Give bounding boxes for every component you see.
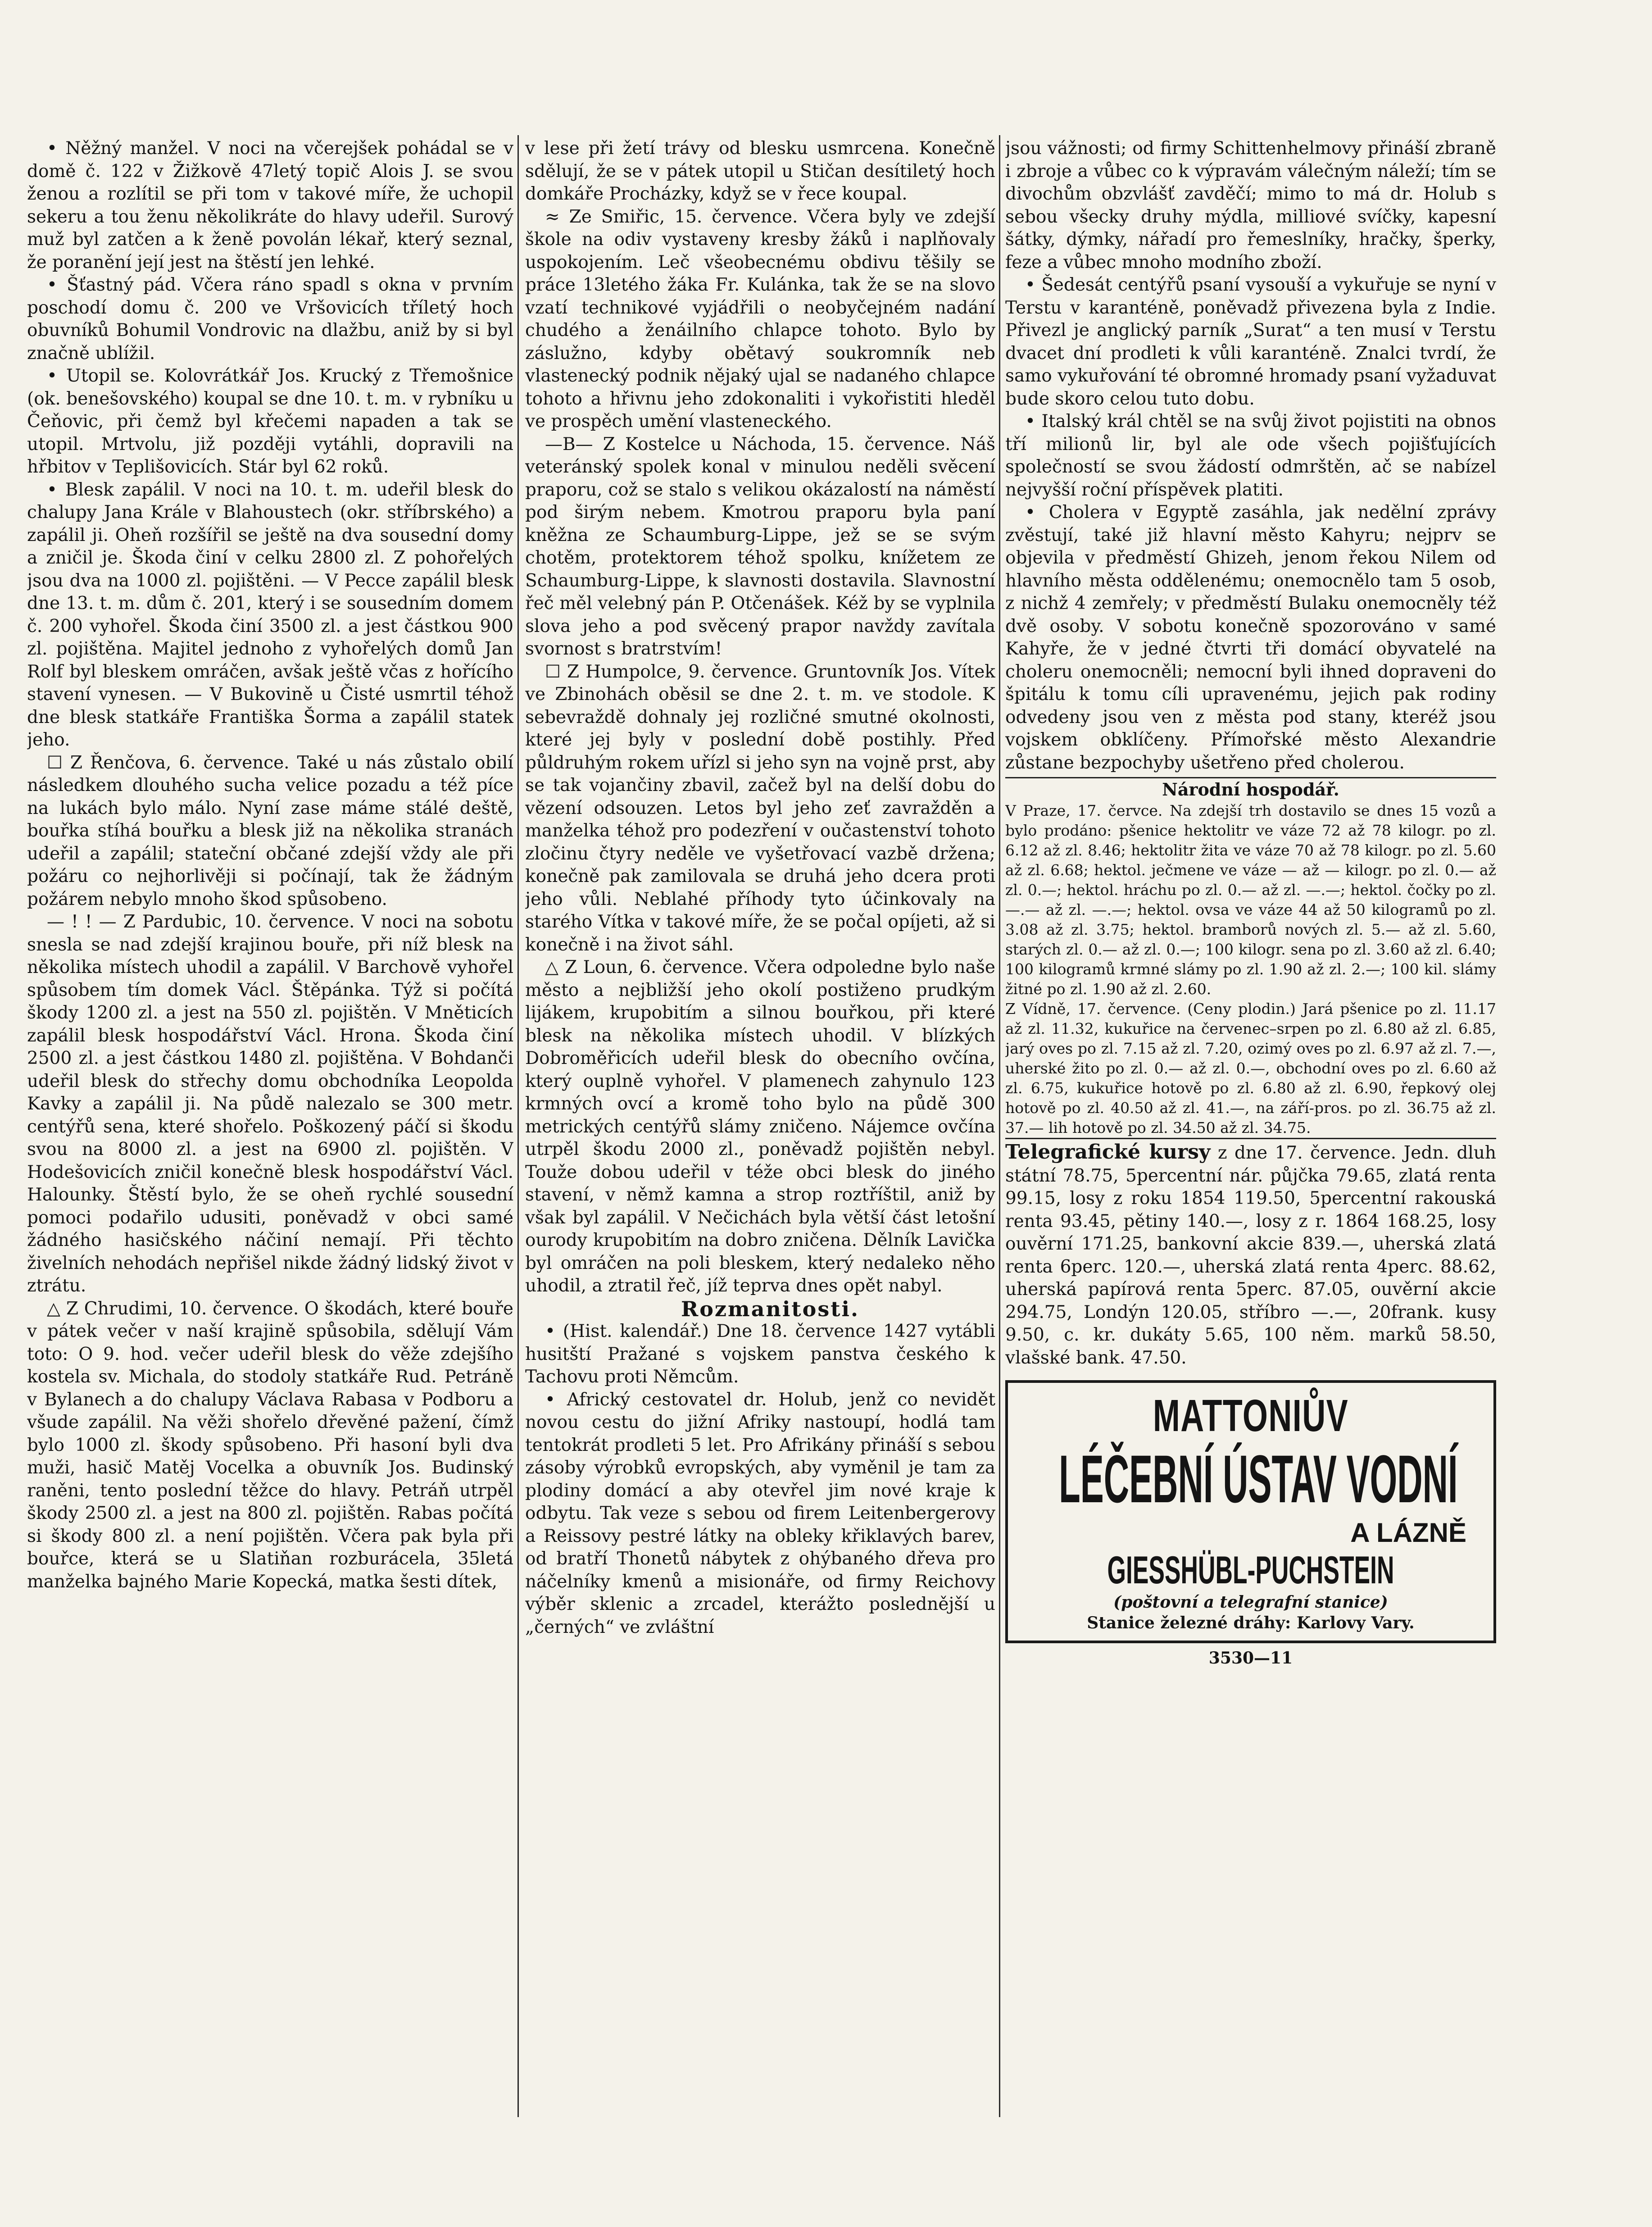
news-item: ≈ Ze Smiřic, 15. července. Včera byly ve zdejší škole na odiv vystaveny kresby žáků i naplňovaly uspokojením. Leč všeobecnému obdivu těšily se práce 13letého žáka Fr. Kulánka, tak že se na slovo vzatí technikové vyjádřili o neobyčejném nadání chudého a ženáilního chlapce tohoto. Bylo by záslužno, kdyby obětavý soukromník neb vlastenecký podnik nějaký ujal se nadaného chlapce tohoto a hřivnu jeho zdokonaliti i vykořistiti hleděl ve prospěch umění vlasteneckého. — [525, 206, 995, 432]
column-rule — [517, 135, 519, 2117]
news-item: △ Z Chrudimi, 10. července. O škodách, které bouře v pátek večer v naší krajině spůsobila, sdělují Vám toto: O 9. hod. večer udeřil blesk do věže zdejšího kostela sv. Michala, do stodoly statkáře Rud. Petráně v Bylanech a do chalupy Václava Rabasa v Podboru a všude zapálil. Na věži shořelo dřevěné pažení, čímž bylo 1000 zl. škody spůsobeno. Při hasoní byli dva muži, hasič Matěj Vocelka a obuvník Jos. Budinský raněni, tento poslední těžce do hlavy. Petráň utrpěl škody 2500 zl. a jest na 800 zl. pojištěn. Rabas počítá si škody 800 zl. a není pojištěn. Včera pak byla při bouřce, která se u Slatiňan rozburácela, 35letá manželka bajného Marie Kopecká, matka šesti dítek, — [27, 1298, 513, 1592]
ad-location: GIESSHÜBL-PUCHSTEIN — [1107, 1549, 1394, 1592]
news-item: v lese při žetí trávy od blesku usmrcena. Konečně sdělují, že se v pátek utopil u Stičan desítiletý hoch domkáře Procházky, když se v řece koupal. — [525, 138, 995, 204]
ad-station: Stanice železné dráhy: Karlovy Vary. — [1087, 1613, 1415, 1632]
column-2 — [525, 137, 995, 2191]
market-viden: Z Vídně, 17. července. (Ceny plodin.) Jará pšenice po zl. 11.17 až zl. 11.32, kukuřice na červenec–srpen po zl. 6.80 až zl. 6.85, jarý oves po zl. 7.15 až zl. 7.20, ozimý oves po zl. 6.97 až zl. 7.—, uherské žito po zl. 0.— až zl. 0.—, obchodní oves po zl. 6.60 až zl. 6.75, kukuřice hotově po zl. 6.80 až zl. 6.90, řepkový olej hotově po zl. 40.50 až zl. 41.—, na září-pros. po zl. 36.75 až zl. 37.— lih hotově po zl. 34.50 až zl. 34.75. — [1005, 1000, 1496, 1136]
news-item: • (Hist. kalendář.) Dne 18. července 1427 vytábli husitští Pražané s vojskem panstva českého k Tachovu proti Němcům. — [525, 1321, 995, 1387]
ad-headline: LÉČEBNÍ ÚSTAV VODNÍ — [1059, 1441, 1458, 1517]
market-heading: Národní hospodář. — [1005, 777, 1496, 801]
news-item: • Italský král chtěl se na svůj život pojistiti na obnos tří milionů lir, byl ale ode všech pojišťujících společností se svou žádostí odmrštěn, ač se nabízel nejvyšší roční příspěvek platiti. — [1005, 411, 1496, 500]
news-item: • Šedesát centýřů psaní vysouší a vykuřuje se nyní v Terstu v karanténě, poněvadž přivezena byla z Indie. Přivezl je anglický parník „Surat“ a ten musí v Terstu dvacet dní prodleti k vůli karanténě. Znalci tvrdí, že samo vykuřování té obromné hromady psaní vyžaduvat bude skoro celou tuto dobu. — [1005, 275, 1496, 409]
news-item: • Utopil se. Kolovrátkář Jos. Krucký z Třemošnice (ok. benešovského) koupal se dne 10. t. m. v rybníku u Čeňovic, při čemž byl křečemi napaden a tak se utopil. Mrtvolu, již později vytáhli, dopravili na hřbitov v Teplišovicích. Stár byl 62 roků. — [27, 366, 513, 477]
exchange-rates — [1005, 1138, 1496, 1369]
news-item: △ Z Loun, 6. července. Včera odpoledne bylo naše město a nejbližší jeho okolí postiženo prudkým lijákem, krupobitím a silnou bouřkou, při které blesk na několika místech uhodil. V blízkých Dobroměřicích udeřil blesk do obecního ovčína, který ouplně vyhořel. V plamenech zahynulo 123 krmných ovcí a kromě toho bylo na půdě 300 metrických centýřů slámy zničeno. Nájemce ovčína utrpěl škodu 2000 zl., poněvadž pojištěn nebyl. Touže dobou udeřil v téže obci blesk do jiného stavení, v němž kamna a strop roztříštil, aniž by však byl zapálil. V Nečichách byla větší část letošní ourody krupobitím na dobro zničena. Dělník Lavička byl omráčen na poli bleskem, který nedaleko něho uhodil, a ztratil řeč, jíž teprva dnes opět nabyl. — [525, 957, 995, 1296]
exchange-text: Jedn. dluh státní 78.75, 5percentní nár. půjčka 79.65, zlatá renta 99.15, losy z roku 1854 119.50, 5percentní rakouská renta 93.45, pětiny 140.—, losy z r. 1864 168.25, losy ouvěrní 171.25, bankovní akcie 839.—, uherská zlatá renta 6perc. 120.—, uherská zlatá renta 4perc. 88.62, uherská papírová renta 5perc. 87.05, ouvěrní akcie 294.75, Londýn 120.05, stříbro —.—, 20frank. kusy 9.50, c. kr. dukáty 5.65, 100 něm. marků 58.50, vlašské bank. 47.50. — [1005, 1143, 1496, 1368]
section-heading: Rozmanitosti. — [681, 1296, 859, 1321]
news-item: — ! ! — Z Pardubic, 10. července. V noci na sobotu snesla se nad zdejší krajinou bouře, při níž blesk na několika místech uhodil a zapálil. V Barchově vyhořel spůsobem tím domek Václ. Štěpánka. Týž si počítá škody 1200 zl. a jest na 550 zl. pojištěn. V Mněticích zapálil blesk hospodářství Václ. Hrona. Škoda činí 2500 zl. a jest částkou 1480 zl. pojištěna. V Bohdanči udeřil blesk do střechy domu obchodníka Leopolda Kavky a zapálil ji. Na půdě nalezalo se 300 metr. centýřů sena, které shořelo. Poškozený páčí si škodu svou na 8000 zl. a jest na 6900 zl. pojištěn. V Hodešovicích zničil konečně blesk hospodářství Václ. Halounky. Štěstí bylo, že se oheň rychlé sousední pomoci podařilo udusiti, poněvadž v obci samé žádného hasičského náčiní nemají. Při těchto živelních nehodách nepřišel nikde žádný lidský život v ztrátu. — [27, 912, 513, 1296]
news-item: ☐ Z Řenčova, 6. července. Také u nás zůstalo obilí následkem dlouhého sucha velice pozadu a též píce na lukách bylo málo. Nyní zase máme stálé deště, bouřka stíhá bouřku a blesk již na několika stranách udeřil a zapálil; stateční občané zdejší vždy ale při požáru co nejhorlivěji si počínají, tak že žádným požárem nebylo mnoho škod spůsobeno. — [27, 752, 513, 909]
market-report — [1005, 801, 1496, 1138]
ad-note: (poštovní a telegrafní stanice) — [1113, 1593, 1388, 1612]
news-item: jsou vážnosti; od firmy Schittenhelmovy přináší zbraně i zbroje a vůbec co k výpravám válečným náleží; tím se divochům obzvlášť zavděčí; mimo to má dr. Holub s sebou všecky druhy mýdla, milliové svíčky, kapesní šátky, dýmky, nářadí pro řemeslníky, hračky, šperky, feze a vůbec mnoho modního zboží. — [1005, 138, 1496, 273]
ad-code: 3530—11 — [1208, 1649, 1293, 1668]
news-item: • Africký cestovatel dr. Holub, jenž co nevidět novou cestu do jižní Afriky nastoupí, hodlá tam tentokrát prodleti 5 let. Pro Afrikány přináší s sebou zásoby výrobků evropských, aby vyměnil je tam za plodiny domácí a aby otevřel jim nové kraje k odbytu. Tak veze s sebou od firem Leitenbergerovy a Reissovy pestré látky na obleky křiklavých barev, od bratří Thonetů nábytek z ohýbaného dřeva pro náčelníky kmenů a misionáře, od firmy Reichovy výběr sklenic a zrcadel, kterážto poslednější u „černých“ ve zvláštní — [525, 1389, 995, 1637]
market-praha: V Praze, 17. červce. Na zdejší trh dostavilo se dnes 15 vozů a bylo prodáno: pšenice hektolitr ve váze 72 až 78 kilogr. po zl. 6.12 až zl. 8.46; hektolitr žita ve váze 70 až 78 kilogr. po zl. 5.60 až zl. 6.68; hektol. ječmene ve váze — až — kilogr. po zl. 0.— až zl. 0.—; hektol. hráchu po zl. 0.— až zl. —.—; hektol. čočky po zl. —.— až zl. —.—; hektol. ovsa ve váze 44 až 50 kilogramů po zl. 3.08 až zl. 3.75; hektol. bramborů nových zl. 5.— až zl. 5.60, starých zl. 0.— až zl. 0.—; 100 kilogr. sena po zl. 3.60 až zl. 6.40; 100 kilogramů krmné slámy po zl. 1.90 až zl. 2.—; 100 kil. slámy žitné po zl. 1.90 až zl. 2.60. — [1005, 802, 1496, 998]
ad-brand: MATTONIŮV — [1153, 1391, 1349, 1441]
news-item: • Blesk zapálil. V noci na 10. t. m. udeřil blesk do chalupy Jana Krále v Blahoustech (okr. stříbrského) a zapálil ji. Oheň rozšířil se ještě na dva sousední domy a zničil je. Škoda činí v celku 2800 zl. Z pohořelých jsou dva na 1000 zl. pojištěni. — V Pecce zapálil blesk dne 13. t. m. dům č. 201, který i se sousedním domem č. 200 vyhořel. Škoda činí 3500 zl. a jest částkou 900 zl. pojištěna. Majitel jednoho z vyhořelých domů Jan Rolf byl bleskem omráčen, avšak ještě včas z hořícího stavení vynesen. — V Bukovině u Čisté usmrtil téhož dne blesk statkáře Františka Šorma a zapálil statek jeho. — [27, 479, 513, 750]
news-item: • Něžný manžel. V noci na včerejšek pohádal se v domě č. 122 v Žižkově 47letý topič Alois J. se svou ženou a rozlítil se při tom v takové míře, že uchopil sekeru a tou ženu několikráte do hlavy udeřil. Surový muž byl zatčen a k ženě povolán lékař, který seznal, že poranění její jest na štěstí jen lehké. — [27, 138, 513, 273]
news-item: • Šťastný pád. Včera ráno spadl s okna v prvním poschodí domu č. 200 ve Vršovicích tříletý hoch obuvníků Bohumil Vondrovic na dlažbu, aniž by si byl značně ublížil. — [27, 275, 513, 364]
column-rule — [999, 135, 1000, 2117]
news-item: ☐ Z Humpolce, 9. července. Gruntovník Jos. Vítek ve Zbinohách oběsil se dne 2. t. m. ve stodole. K sebevraždě dohnaly jej rozličné smutné okolnosti, které jej byly v poslední době postihly. Před půldruhým rokem uřízl si jeho syn na vojně prst, aby se tak vojančiny zbavil, začež byl na delší dobu do vězení odsouzen. Letos byl jeho zeť zavražděn a manželka téhož pro podezření v oučastenství tohoto zločinu čtyry neděle ve vyšetřovací vazbě držena; konečně pak zamilovala se druhá jeho dcera proti jeho vůli. Neblahé příhody tyto účinkovaly na starého Vítka v takové míře, že se počal opíjeti, až si konečně i na život sáhl. — [525, 661, 995, 955]
exchange-title: Telegrafické kursy — [1005, 1141, 1211, 1163]
news-item: • Cholera v Egyptě zasáhla, jak nedělní zprávy zvěstují, také již hlavní město Kahyru; nejprv se objevila v předměstí Ghizeh, jenom řekou Nilem od hlavního města oddělenému; onemocnělo tam 5 osob, z nichž 4 zemřely; v předměstí Bulaku onemocněly též dvě osoby. V sobotu konečně spozorováno v samé Kahyře, že v jedné čtvrti tři domácí obyvatelé na choleru onemocněli; nemocní byli ihned dopraveni do špitálu k tomu cíli upravenému, jejich pak rodiny odvedeny jsou ven z města pod stany, kteréž jsou vojskem obklíčeny. Přímořské město Alexandrie zůstane bezpochyby ušetřeno před cholerou. — [1005, 502, 1496, 773]
column-3 — [1005, 137, 1496, 2191]
exchange-date: z dne 17. července. — [1217, 1143, 1397, 1163]
ad-subline: A LÁZNĚ — [1350, 1518, 1466, 1548]
advertisement — [1005, 1380, 1496, 1643]
news-item: —B— Z Kostelce u Náchoda, 15. července. Náš veteránský spolek konal v minulou neděli svěcení praporu, což se stalo s velikou okázalostí na náměstí pod širým nebem. Kmotrou praporu byla paní kněžna ze Schaumburg-Lippe, jež se se svým chotěm, protektorem téhož spolku, knížetem ze Schaumburg-Lippe, k slavnosti dostavila. Slavnostní řeč měl velebný pán P. Otčenášek. Kéž by se vyplnila slova jeho a pod svěcený prapor navždy zavítala svornost s bratrstvím! — [525, 434, 995, 659]
column-1 — [27, 137, 513, 2191]
